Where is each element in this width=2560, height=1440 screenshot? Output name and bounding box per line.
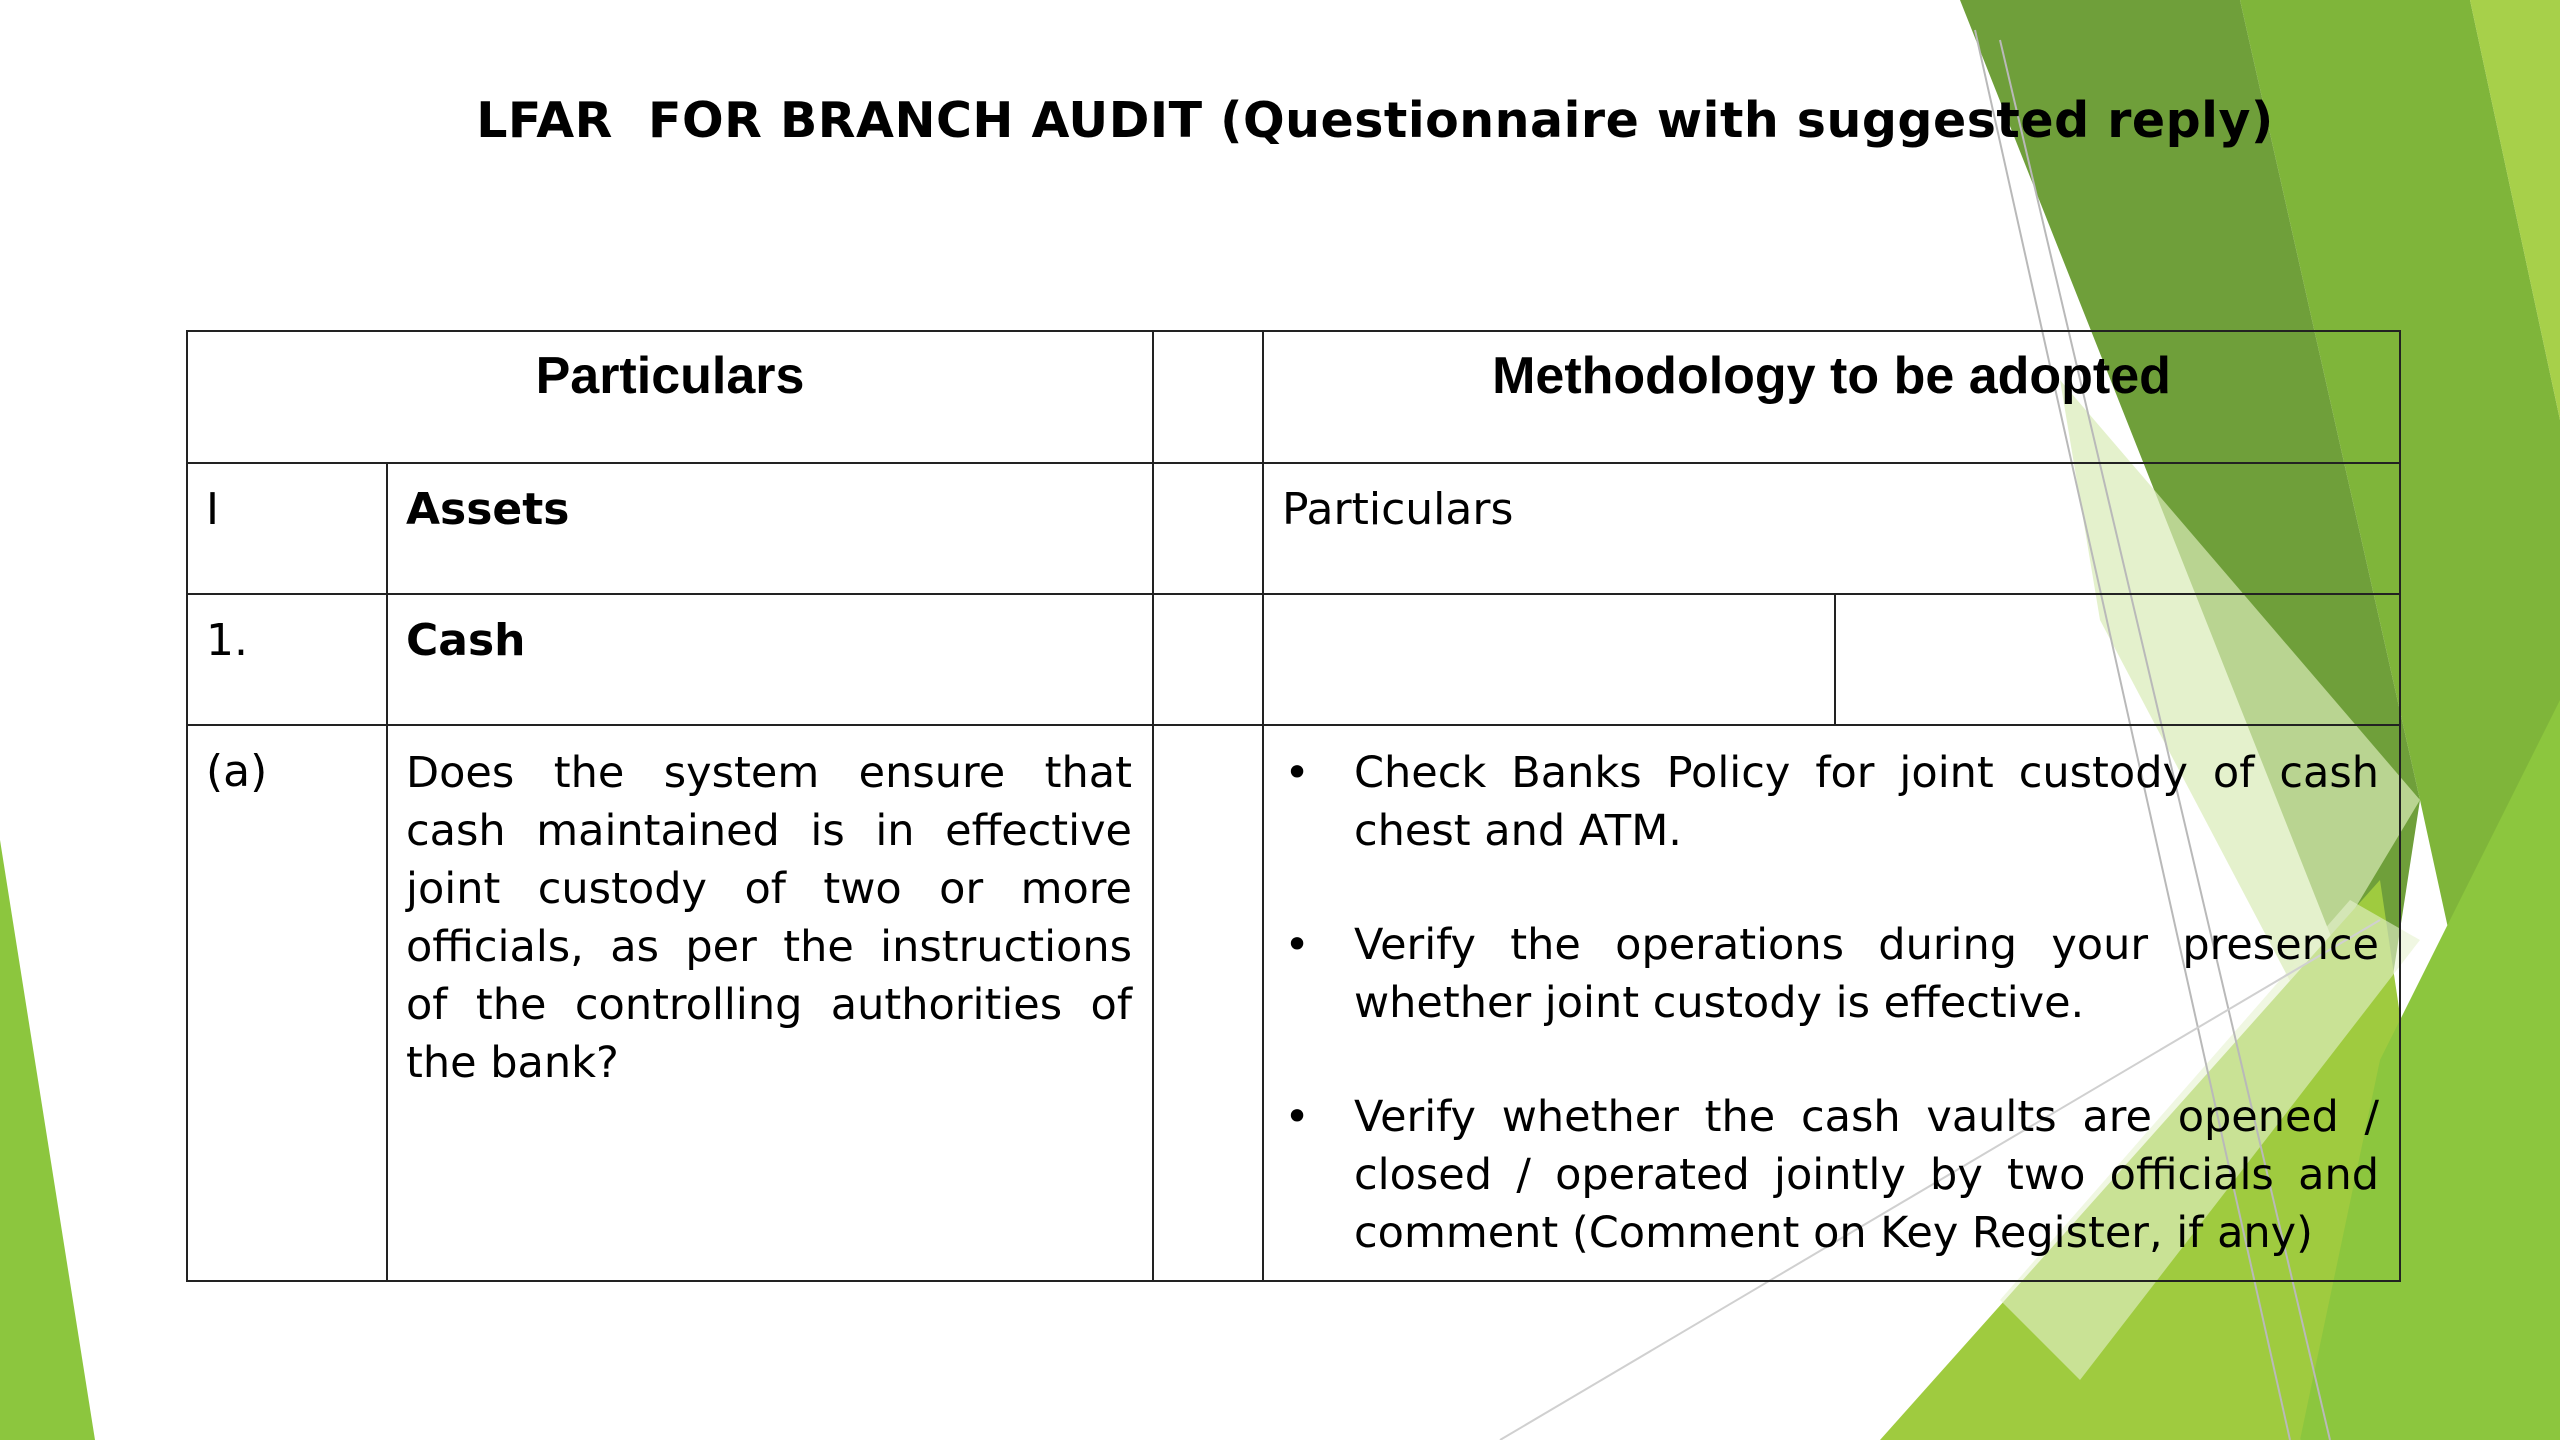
table-row-assets (187, 463, 2400, 594)
header-methodology: Methodology to be adopted (1492, 347, 2171, 405)
bullet-icon: • (1284, 748, 1310, 798)
list-item (1282, 1088, 2379, 1262)
methodology-list (1264, 726, 2399, 1262)
cell-a-methodology (1263, 725, 2400, 1281)
cell-a-number (187, 725, 387, 1281)
methodology-text: Verify the operations during your presence whether joint custody is effective. (1354, 920, 2380, 1028)
table-row-a (187, 725, 2400, 1281)
cell-assets-spacer (1153, 463, 1263, 594)
cell-cash-method-right (1835, 594, 2400, 725)
cell-a-spacer (1153, 725, 1263, 1281)
audit-table (186, 330, 2401, 1282)
header-cell-particulars (187, 331, 1153, 463)
header-particulars: Particulars (535, 347, 805, 405)
slide-title: LFAR FOR BRANCH AUDIT (Questionnaire with suggested reply) (476, 92, 2274, 149)
header-cell-methodology (1263, 331, 2400, 463)
methodology-text: Verify whether the cash vaults are opened / closed / operated jointly by two officials and comment (Comment on Key Register, if any) (1354, 1092, 2380, 1258)
assets-methodology: Particulars (1282, 484, 1514, 535)
cash-number: 1. (206, 615, 248, 666)
cell-cash-number (187, 594, 387, 725)
assets-label: Assets (406, 484, 570, 535)
bullet-icon: • (1284, 1092, 1310, 1142)
cell-assets-number (187, 463, 387, 594)
a-number: (a) (206, 746, 268, 797)
cash-label: Cash (406, 615, 526, 666)
cell-cash-method-left (1263, 594, 1835, 725)
table-row-cash (187, 594, 2400, 725)
cell-cash-label (387, 594, 1153, 725)
deco-left-green-sliver (0, 840, 95, 1440)
a-question: Does the system ensure that cash maintained is in effective joint custody of two or more officials, as per the instructions of the controlling authorities of the bank? (406, 748, 1132, 1088)
bullet-icon: • (1284, 920, 1310, 970)
cell-cash-spacer (1153, 594, 1263, 725)
cell-a-question (387, 725, 1153, 1281)
cell-assets-methodology (1263, 463, 2400, 594)
list-item (1282, 744, 2379, 860)
assets-number: I (206, 484, 219, 535)
header-cell-spacer (1153, 331, 1263, 463)
methodology-text: Check Banks Policy for joint custody of cash chest and ATM. (1354, 748, 2380, 856)
table-header-row (187, 331, 2400, 463)
cell-assets-label (387, 463, 1153, 594)
list-item (1282, 916, 2379, 1032)
